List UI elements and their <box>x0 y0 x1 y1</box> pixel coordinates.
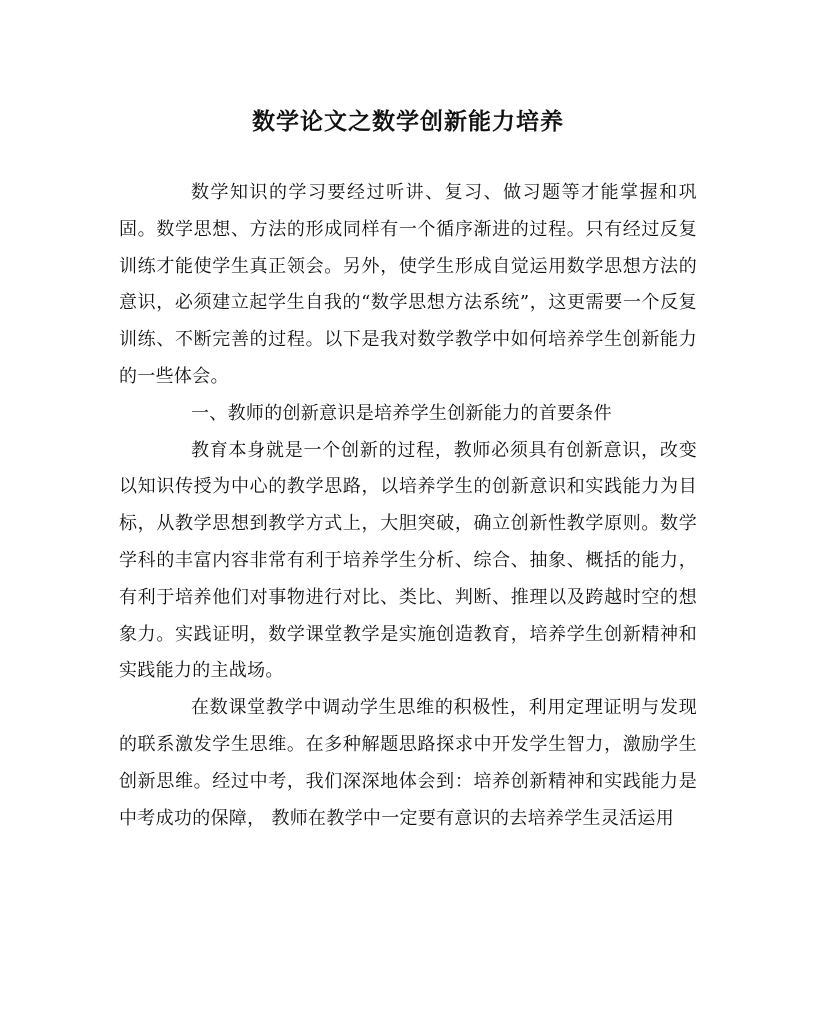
document-title: 数学论文之数学创新能力培养 <box>252 108 564 135</box>
body-paragraph: 在数课堂教学中调动学生思维的积极性，利用定理证明与发现的联系激发学生思维。在多种解题思路探求中开发学生智力，激励学生创新思维。经过中考，我们深深地体会到：培养创新精神和实践能力是中考成功的保障， 教师在教学中一定要有意识的去培养学生灵活运用 <box>119 697 697 829</box>
intro-paragraph: 数学知识的学习要经过听讲、复习、做习题等才能掌握和巩固。数学思想、方法的形成同样有一个循序渐进的过程。只有经过反复训练才能使学生真正领会。另外，使学生形成自觉运用数学思想方法的意识，必须建立起学生自我的“数学思想方法系统”，这更需要一个反复训练、不断完善的过程。以下是我对数学教学中如何培养学生创新能力的一些体会。 <box>119 182 697 387</box>
document-body <box>119 175 697 837</box>
section-heading: 一、教师的创新意识是培养学生创新能力的首要条件 <box>191 402 612 424</box>
body-paragraph: 教育本身就是一个创新的过程，教师必须具有创新意识，改变以知识传授为中心的教学思路，以培养学生的创新意识和实践能力为目标，从教学思想到教学方式上，大胆突破，确立创新性教学原则。数学学科的丰富内容非常有利于培养学生分析、综合、抽象、概括的能力，有利于培养他们对事物进行对比、类比、判断、推理以及跨越时空的想象力。实践证明，数学课堂教学是实施创造教育，培养学生创新精神和实践能力的主战场。 <box>119 439 697 682</box>
